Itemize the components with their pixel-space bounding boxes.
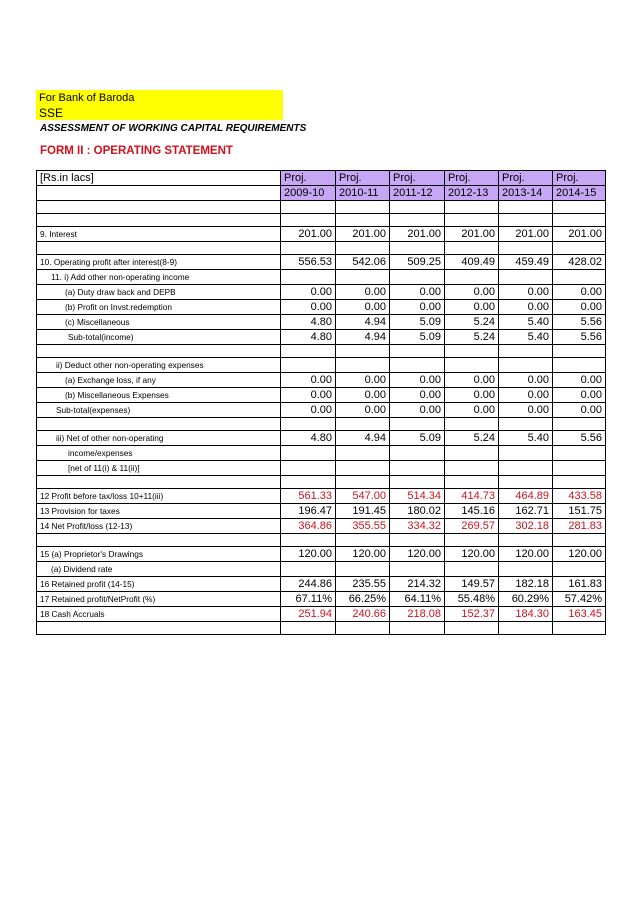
value-cell: 0.00 xyxy=(445,373,499,388)
value-cell: 0.00 xyxy=(281,300,336,315)
table-row xyxy=(37,300,606,315)
value-cell: 4.94 xyxy=(336,315,390,330)
value-cell xyxy=(390,358,445,373)
value-cell xyxy=(445,270,499,285)
value-cell: 5.40 xyxy=(499,431,553,446)
value-cell: 152.37 xyxy=(445,607,499,622)
value-cell: 459.49 xyxy=(499,255,553,270)
blank-row xyxy=(37,534,606,547)
value-cell: 5.09 xyxy=(390,315,445,330)
row-label: (a) Duty draw back and DEPB xyxy=(37,285,281,300)
value-cell: 184.30 xyxy=(499,607,553,622)
value-cell xyxy=(499,446,553,461)
value-cell: 0.00 xyxy=(499,285,553,300)
year-label: 2010-11 xyxy=(336,186,390,201)
value-cell: 547.00 xyxy=(336,489,390,504)
value-cell: 0.00 xyxy=(281,388,336,403)
value-cell: 0.00 xyxy=(390,388,445,403)
row-label: 18 Cash Accruals xyxy=(37,607,281,622)
row-label: (a) Exchange loss, if any xyxy=(37,373,281,388)
value-cell xyxy=(553,446,606,461)
value-cell: 120.00 xyxy=(499,547,553,562)
value-cell: 4.94 xyxy=(336,330,390,345)
value-cell xyxy=(553,358,606,373)
value-cell: 0.00 xyxy=(445,403,499,418)
value-cell: 355.55 xyxy=(336,519,390,534)
year-label: 2013-14 xyxy=(499,186,553,201)
value-cell: 162.71 xyxy=(499,504,553,519)
value-cell: 191.45 xyxy=(336,504,390,519)
value-cell: 201.00 xyxy=(445,227,499,242)
table-row xyxy=(37,547,606,562)
row-label: income/expenses xyxy=(37,446,281,461)
value-cell: 4.80 xyxy=(281,431,336,446)
year-label: 2012-13 xyxy=(445,186,499,201)
blank-row xyxy=(37,201,606,214)
row-label: 14 Net Profit/loss (12-13) xyxy=(37,519,281,534)
value-cell xyxy=(281,461,336,476)
table-row xyxy=(37,255,606,270)
value-cell: 120.00 xyxy=(390,547,445,562)
value-cell xyxy=(336,358,390,373)
year-label: 2009-10 xyxy=(281,186,336,201)
proj-label: Proj. xyxy=(281,171,336,186)
value-cell: 0.00 xyxy=(390,403,445,418)
value-cell: 201.00 xyxy=(499,227,553,242)
value-cell: 57.42% xyxy=(553,592,606,607)
value-cell: 120.00 xyxy=(445,547,499,562)
value-cell: 0.00 xyxy=(499,403,553,418)
row-label: 9. Interest xyxy=(37,227,281,242)
value-cell: 364.86 xyxy=(281,519,336,534)
value-cell xyxy=(553,461,606,476)
value-cell: 0.00 xyxy=(499,373,553,388)
value-cell: 0.00 xyxy=(499,388,553,403)
proj-label: Proj. xyxy=(553,171,606,186)
value-cell: 514.34 xyxy=(390,489,445,504)
value-cell: 5.09 xyxy=(390,431,445,446)
value-cell: 251.94 xyxy=(281,607,336,622)
value-cell: 0.00 xyxy=(445,285,499,300)
value-cell: 0.00 xyxy=(445,388,499,403)
value-cell xyxy=(553,562,606,577)
value-cell: 235.55 xyxy=(336,577,390,592)
value-cell xyxy=(445,562,499,577)
value-cell xyxy=(336,446,390,461)
proj-label: Proj. xyxy=(445,171,499,186)
value-cell: 4.80 xyxy=(281,330,336,345)
table-row xyxy=(37,607,606,622)
row-label: (b) Profit on Invst.redemption xyxy=(37,300,281,315)
value-cell xyxy=(499,461,553,476)
value-cell xyxy=(390,461,445,476)
value-cell: 201.00 xyxy=(281,227,336,242)
year-label: 2011-12 xyxy=(390,186,445,201)
row-label: 13 Provision for taxes xyxy=(37,504,281,519)
value-cell xyxy=(499,358,553,373)
table-row xyxy=(37,446,606,461)
header-row-proj xyxy=(37,171,606,186)
value-cell: 509.25 xyxy=(390,255,445,270)
value-cell: 5.40 xyxy=(499,315,553,330)
value-cell: 556.53 xyxy=(281,255,336,270)
value-cell: 55.48% xyxy=(445,592,499,607)
value-cell: 5.56 xyxy=(553,330,606,345)
table-row xyxy=(37,285,606,300)
value-cell: 0.00 xyxy=(445,300,499,315)
value-cell: 66.25% xyxy=(336,592,390,607)
table-row xyxy=(37,403,606,418)
value-cell: 0.00 xyxy=(336,285,390,300)
row-label: Sub-total(expenses) xyxy=(37,403,281,418)
value-cell: 4.94 xyxy=(336,431,390,446)
value-cell: 0.00 xyxy=(281,403,336,418)
operating-statement-table xyxy=(36,170,606,635)
value-cell: 67.11% xyxy=(281,592,336,607)
table-row xyxy=(37,562,606,577)
value-cell: 0.00 xyxy=(499,300,553,315)
value-cell: 180.02 xyxy=(390,504,445,519)
row-label: (c) Miscellaneous xyxy=(37,315,281,330)
value-cell: 0.00 xyxy=(390,300,445,315)
value-cell: 0.00 xyxy=(336,373,390,388)
row-label: Sub-total(income) xyxy=(37,330,281,345)
row-label: 15 (a) Proprietor's Drawings xyxy=(37,547,281,562)
row-label: 10. Operating profit after interest(8-9) xyxy=(37,255,281,270)
value-cell: 0.00 xyxy=(281,373,336,388)
value-cell: 5.24 xyxy=(445,315,499,330)
value-cell xyxy=(499,270,553,285)
value-cell: 414.73 xyxy=(445,489,499,504)
value-cell: 151.75 xyxy=(553,504,606,519)
value-cell: 182.18 xyxy=(499,577,553,592)
value-cell: 149.57 xyxy=(445,577,499,592)
value-cell: 201.00 xyxy=(553,227,606,242)
value-cell: 0.00 xyxy=(553,403,606,418)
value-cell: 214.32 xyxy=(390,577,445,592)
value-cell: 302.18 xyxy=(499,519,553,534)
value-cell: 244.86 xyxy=(281,577,336,592)
value-cell: 5.24 xyxy=(445,431,499,446)
value-cell: 0.00 xyxy=(390,285,445,300)
value-cell: 0.00 xyxy=(553,388,606,403)
table-row xyxy=(37,270,606,285)
value-cell: 218.08 xyxy=(390,607,445,622)
header-row-years xyxy=(37,186,606,201)
value-cell xyxy=(445,461,499,476)
proj-label: Proj. xyxy=(499,171,553,186)
value-cell: 428.02 xyxy=(553,255,606,270)
value-cell xyxy=(390,562,445,577)
value-cell xyxy=(281,358,336,373)
value-cell: 201.00 xyxy=(390,227,445,242)
table-row xyxy=(37,519,606,534)
unit-cell: [Rs.in lacs] xyxy=(37,171,281,186)
value-cell xyxy=(336,562,390,577)
row-label: (a) Dividend rate xyxy=(37,562,281,577)
value-cell: 5.24 xyxy=(445,330,499,345)
value-cell: 409.49 xyxy=(445,255,499,270)
value-cell: 0.00 xyxy=(336,300,390,315)
value-cell: 120.00 xyxy=(281,547,336,562)
row-label: (b) Miscellaneous Expenses xyxy=(37,388,281,403)
value-cell: 334.32 xyxy=(390,519,445,534)
value-cell xyxy=(445,446,499,461)
table-row xyxy=(37,577,606,592)
proj-label: Proj. xyxy=(390,171,445,186)
value-cell: 196.47 xyxy=(281,504,336,519)
value-cell: 161.83 xyxy=(553,577,606,592)
value-cell xyxy=(336,270,390,285)
value-cell: 240.66 xyxy=(336,607,390,622)
table-row xyxy=(37,592,606,607)
value-cell: 5.40 xyxy=(499,330,553,345)
value-cell xyxy=(281,270,336,285)
blank-row xyxy=(37,214,606,227)
value-cell: 0.00 xyxy=(336,388,390,403)
blank-row xyxy=(37,242,606,255)
value-cell: 542.06 xyxy=(336,255,390,270)
value-cell: 269.57 xyxy=(445,519,499,534)
value-cell xyxy=(499,562,553,577)
unit-label-sse: SSE xyxy=(36,106,283,120)
row-label: ii) Deduct other non-operating expenses xyxy=(37,358,281,373)
value-cell: 5.56 xyxy=(553,431,606,446)
value-cell: 464.89 xyxy=(499,489,553,504)
value-cell: 281.83 xyxy=(553,519,606,534)
year-label: 2014-15 xyxy=(553,186,606,201)
value-cell: 433.58 xyxy=(553,489,606,504)
table-row xyxy=(37,461,606,476)
value-cell: 0.00 xyxy=(553,300,606,315)
value-cell xyxy=(281,446,336,461)
blank-row xyxy=(37,622,606,635)
row-label: 11. i) Add other non-operating income xyxy=(37,270,281,285)
value-cell: 60.29% xyxy=(499,592,553,607)
row-label: [net of 11(i) & 11(ii)] xyxy=(37,461,281,476)
table-row xyxy=(37,504,606,519)
value-cell: 201.00 xyxy=(336,227,390,242)
table-row xyxy=(37,489,606,504)
table-row xyxy=(37,431,606,446)
value-cell: 4.80 xyxy=(281,315,336,330)
value-cell: 64.11% xyxy=(390,592,445,607)
blank-row xyxy=(37,418,606,431)
form-title: FORM II : OPERATING STATEMENT xyxy=(40,145,233,157)
bank-label: For Bank of Baroda xyxy=(36,90,283,106)
table-row xyxy=(37,358,606,373)
value-cell: 0.00 xyxy=(390,373,445,388)
table-row xyxy=(37,373,606,388)
table-row xyxy=(37,315,606,330)
value-cell: 163.45 xyxy=(553,607,606,622)
value-cell xyxy=(445,358,499,373)
proj-label: Proj. xyxy=(336,171,390,186)
blank-row xyxy=(37,345,606,358)
value-cell: 0.00 xyxy=(553,373,606,388)
table-row xyxy=(37,330,606,345)
row-label: 16 Retained profit (14-15) xyxy=(37,577,281,592)
value-cell xyxy=(281,562,336,577)
value-cell xyxy=(336,461,390,476)
row-label: 12 Profit before tax/loss 10+11(iii) xyxy=(37,489,281,504)
blank-row xyxy=(37,476,606,489)
row-label: iii) Net of other non-operating xyxy=(37,431,281,446)
value-cell xyxy=(553,270,606,285)
value-cell: 0.00 xyxy=(281,285,336,300)
assessment-title: ASSESSMENT OF WORKING CAPITAL REQUIREMENTS xyxy=(40,123,307,134)
value-cell: 120.00 xyxy=(553,547,606,562)
value-cell: 145.16 xyxy=(445,504,499,519)
table-row xyxy=(37,227,606,242)
value-cell: 561.33 xyxy=(281,489,336,504)
value-cell: 0.00 xyxy=(336,403,390,418)
value-cell: 0.00 xyxy=(553,285,606,300)
value-cell xyxy=(390,446,445,461)
row-label: 17 Retained profit/NetProfit (%) xyxy=(37,592,281,607)
table-row xyxy=(37,388,606,403)
value-cell: 120.00 xyxy=(336,547,390,562)
value-cell xyxy=(390,270,445,285)
value-cell: 5.09 xyxy=(390,330,445,345)
value-cell: 5.56 xyxy=(553,315,606,330)
